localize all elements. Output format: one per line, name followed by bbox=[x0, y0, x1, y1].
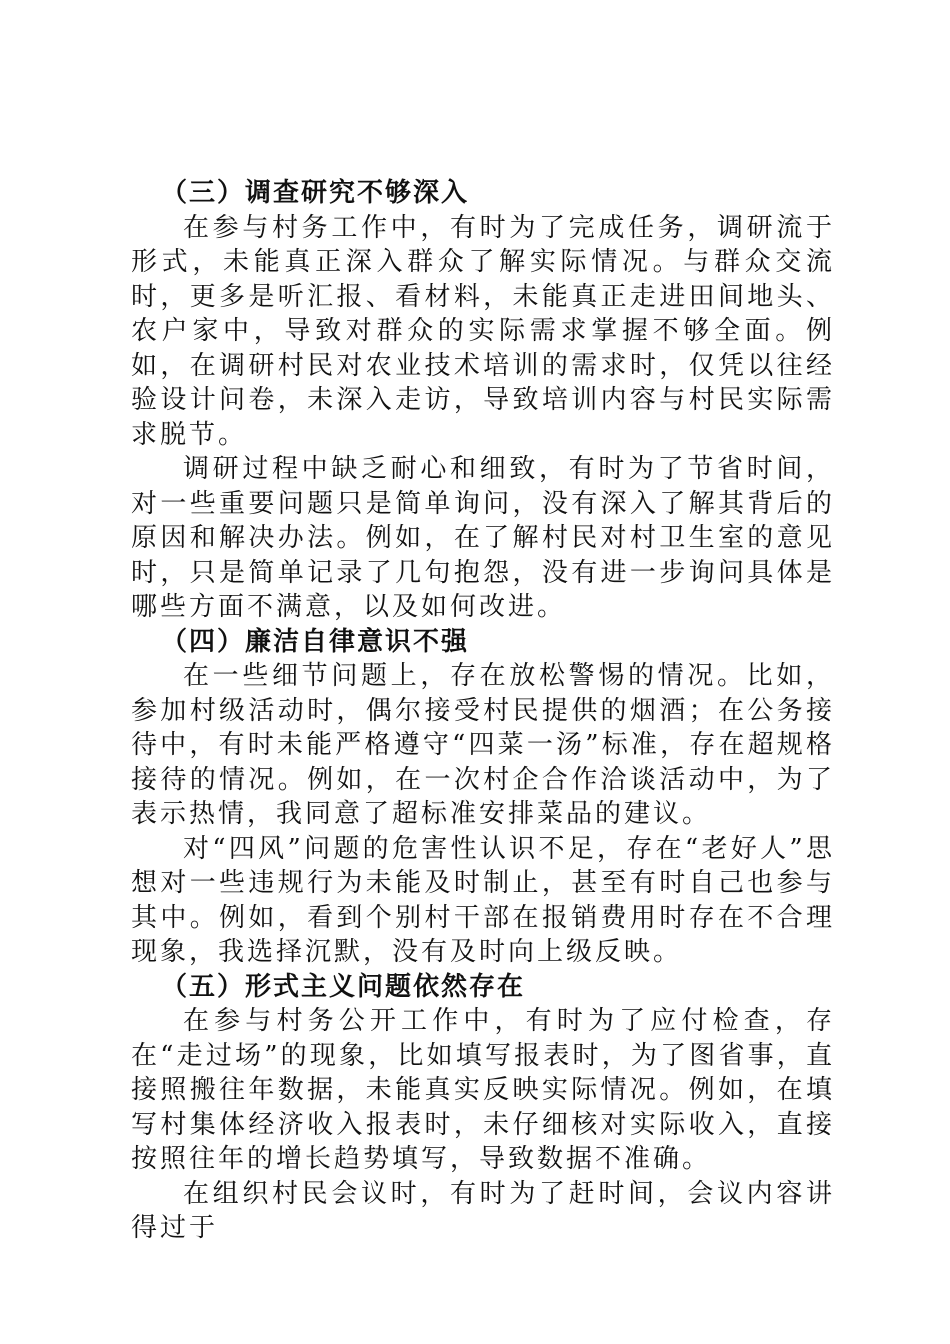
paragraph: 调研过程中缺乏耐心和细致，有时为了节省时间，对一些重要问题只是简单询问，没有深入了解其背后的原因和解决办法。例如，在了解村民对村卫生室的意见时，只是简单记录了几句抱怨，没有进一步询问具体是哪些方面不满意，以及如何改进。 bbox=[131, 454, 835, 622]
section-heading: （四）廉洁自律意识不强 bbox=[161, 626, 470, 657]
section-4 bbox=[131, 625, 835, 970]
section-5 bbox=[131, 970, 835, 1246]
paragraph: 在组织村民会议时，有时为了赶时间，会议内容讲得过于 bbox=[131, 1178, 835, 1243]
section-3 bbox=[131, 176, 835, 625]
document-page bbox=[131, 176, 835, 1246]
paragraph: 在参与村务公开工作中，有时为了应付检查，存在“走过场”的现象，比如填写报表时，为了图省事，直接照搬往年数据，未能真实反映实际情况。例如，在填写村集体经济收入报表时，未仔细核对实际收入，直接按照往年的增长趋势填写，导致数据不准确。 bbox=[131, 1006, 835, 1174]
paragraph: 对“四风”问题的危害性认识不足，存在“老好人”思想对一些违规行为未能及时制止，甚至有时自己也参与其中。例如，看到个别村干部在报销费用时存在不合理现象，我选择沉默，没有及时向上级反映。 bbox=[131, 833, 835, 967]
paragraph: 在一些细节问题上，存在放松警惕的情况。比如，参加村级活动时，偶尔接受村民提供的烟酒；在公务接待中，有时未能严格遵守“四菜一汤”标准，存在超规格接待的情况。例如，在一次村企合作洽谈活动中，为了表示热情，我同意了超标准安排菜品的建议。 bbox=[131, 661, 835, 829]
section-heading: （三）调查研究不够深入 bbox=[161, 178, 470, 208]
section-heading: （五）形式主义问题依然存在 bbox=[161, 971, 526, 1002]
paragraph: 在参与村务工作中，有时为了完成任务，调研流于形式，未能真正深入群众了解实际情况。与群众交流时，更多是听汇报、看材料，未能真正走进田间地头、农户家中，导致对群众的实际需求掌握不够全面。例如，在调研村民对农业技术培训的需求时，仅凭以往经验设计问卷，未深入走访，导致培训内容与村民实际需求脱节。 bbox=[131, 212, 835, 450]
